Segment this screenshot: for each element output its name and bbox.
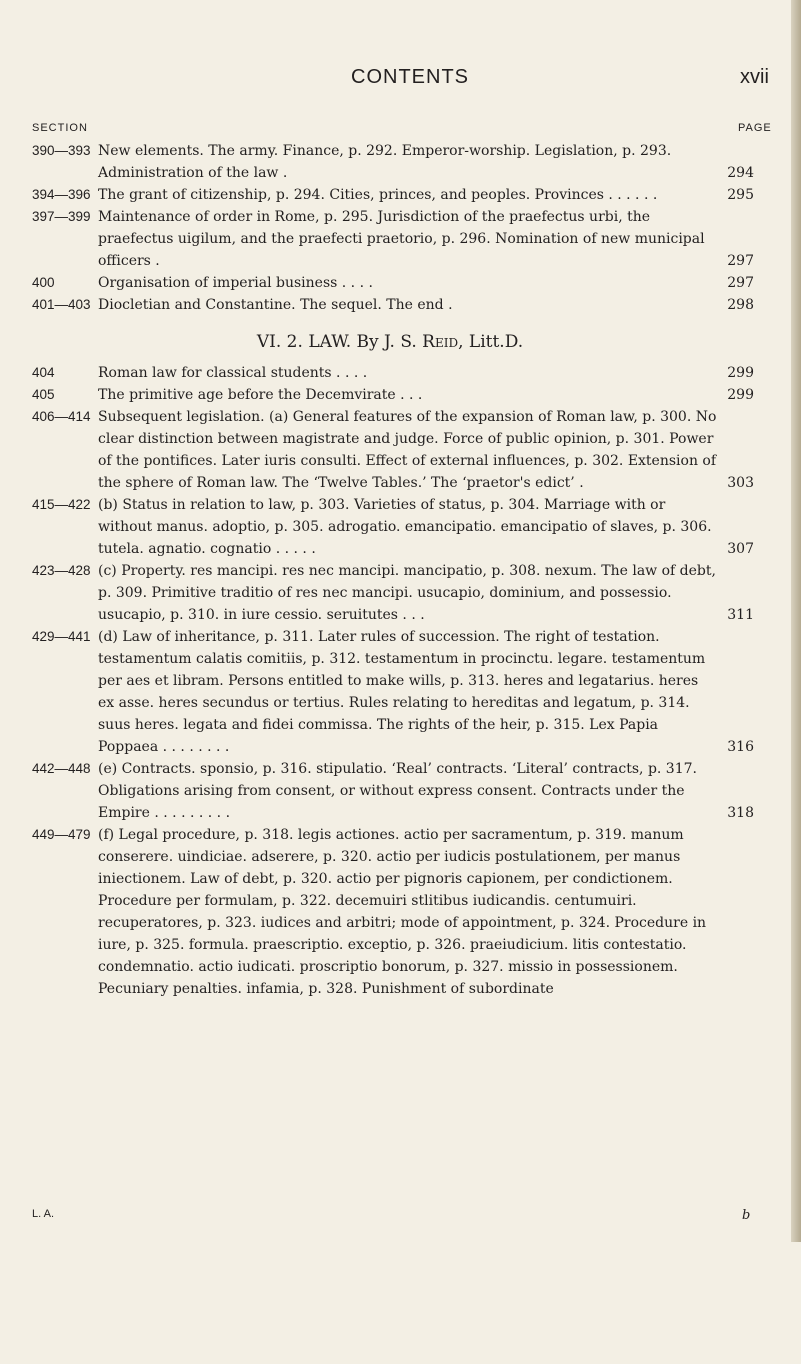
toc-entry [32, 626, 788, 758]
entry-text: (d) Law of inheritance, p. 311. Later rules of succession. The right of testation. testamentum calatis comitiis, p. 312. testamentum in procinctu. legare. testamentum per aes et libram. Persons entitled to make wills, p. 313. heres and legatarius. heres ex asse. heres secundus or tertius. Rules relating to hereditas and legatum, p. 314. suus heres. legata and fidei commissa. The rights of the heir, p. 315. Lex Papia Poppaea . . . . . . . . [98, 629, 706, 755]
entry-page-number: 297 [727, 275, 754, 291]
entry-text: The grant of citizenship, p. 294. Cities, princes, and peoples. Provinces . . . . . . [98, 187, 658, 203]
toc-entry [32, 560, 788, 626]
entry-text: (b) Status in relation to law, p. 303. Varieties of status, p. 304. Marriage with or without manus. adoptio, p. 305. adrogatio. emancipatio. emancipatio of slaves, p. 306. tutela. agnatio. cognatio . . . . . [98, 497, 712, 557]
toc-entry [32, 206, 788, 272]
section-range: 397—399 [32, 209, 91, 224]
entry-page-number: 318 [727, 805, 754, 821]
entry-text: (c) Property. res mancipi. res nec mancipi. mancipatio, p. 308. nexum. The law of debt, p. 309. Primitive traditio of res nec mancipi. usucapio, dominium, and possessio. usucapio, p. 310. in iure cessio. seruitutes . . . [98, 563, 716, 623]
entry-page-number: 303 [727, 475, 754, 491]
entry-page-number: 299 [727, 387, 754, 403]
toc-entry [32, 140, 788, 184]
section-range: 404 [32, 365, 55, 380]
toc-entry [32, 406, 788, 494]
signature-letter: b [742, 1208, 751, 1223]
section-range: 401—403 [32, 297, 91, 312]
section-range: 449—479 [32, 827, 91, 842]
entry-page-number: 297 [727, 253, 754, 269]
part-heading [32, 330, 788, 354]
entries-law [32, 362, 788, 1000]
table-of-contents [32, 140, 788, 1000]
entry-page-number: 316 [727, 739, 754, 755]
toc-entry [32, 294, 788, 316]
toc-entry [32, 824, 788, 1000]
section-range: 423—428 [32, 563, 91, 578]
section-range: 406—414 [32, 409, 91, 424]
entries-top [32, 140, 788, 316]
entry-text: Diocletian and Constantine. The sequel. The end . [98, 297, 453, 313]
section-range: 429—441 [32, 629, 91, 644]
part-numeral: VI. 2. [256, 332, 303, 352]
toc-entry [32, 184, 788, 206]
running-head [0, 66, 801, 92]
entry-text: Subsequent legislation. (a) General features of the expansion of Roman law, p. 300. No clear distinction between magistrate and judge. Force of public opinion, p. 301. Power of the pontifices. Later iuris consulti. Effect of external influences, p. 302. Extension of the sphere of Roman law. The ‘Twelve Tables.’ The ‘praetor's edict’ . [98, 409, 717, 491]
entry-page-number: 299 [727, 365, 754, 381]
section-range: 390—393 [32, 143, 91, 158]
page-footer [32, 1208, 788, 1224]
signature-mark: L. A. [32, 1208, 55, 1220]
section-range: 400 [32, 275, 55, 290]
toc-entry [32, 494, 788, 560]
page-number: xvii [740, 66, 769, 88]
section-range: 415—422 [32, 497, 91, 512]
entry-page-number: 298 [727, 297, 754, 313]
entry-text: Maintenance of order in Rome, p. 295. Jurisdiction of the praefectus urbi, the praefectus uigilum, and the praefecti praetorio, p. 296. Nomination of new municipal officers . [98, 209, 705, 269]
page-title: CONTENTS [351, 66, 469, 88]
section-range: 442—448 [32, 761, 91, 776]
entry-page-number: 294 [727, 165, 754, 181]
entry-text: New elements. The army. Finance, p. 292. Emperor-worship. Legislation, p. 293. Administration of the law . [98, 143, 672, 181]
part-title: LAW. [308, 332, 352, 352]
entry-text: Organisation of imperial business . . . . [98, 275, 373, 291]
page-column-label: PAGE [738, 122, 772, 134]
entry-text: Roman law for classical students . . . . [98, 365, 368, 381]
toc-entry [32, 272, 788, 294]
entry-page-number: 307 [727, 541, 754, 557]
author-prefix: By J. S. [356, 332, 417, 352]
toc-entry [32, 384, 788, 406]
entry-text: The primitive age before the Decemvirate . . . [98, 387, 423, 403]
author-suffix: , Litt.D. [458, 332, 524, 352]
entry-text: (e) Contracts. sponsio, p. 316. stipulatio. ‘Real’ contracts. ‘Literal’ contracts, p. 317. Obligations arising from consent, or without express consent. Contracts under the Empire . . . . . . . . . [98, 761, 697, 821]
entry-page-number: 311 [727, 607, 754, 623]
entry-page-number: 295 [727, 187, 754, 203]
section-range: 405 [32, 387, 55, 402]
entry-text: (f) Legal procedure, p. 318. legis actiones. actio per sacramentum, p. 319. manum conserere. uindiciae. adserere, p. 320. actio per iudicis postulationem, per manus iniectionem. Law of debt, p. 320. actio per pignoris capionem, per condictionem. Procedure per formulam, p. 322. decemuiri stlitibus iudicandis. centumuiri. recuperatores, p. 323. iudices and arbitri; mode of appointment, p. 324. Procedure in iure, p. 325. formula. praescriptio. exceptio, p. 326. praeiudicium. litis contestatio. condemnatio. actio iudicati. proscriptio bonorum, p. 327. missio in possessionem. Pecuniary penalties. infamia, p. 328. Punishment of subordinate [98, 827, 707, 997]
section-column-label: SECTION [32, 122, 88, 134]
toc-entry [32, 758, 788, 824]
section-range: 394—396 [32, 187, 91, 202]
author-name: Reid [422, 332, 459, 352]
toc-entry [32, 362, 788, 384]
